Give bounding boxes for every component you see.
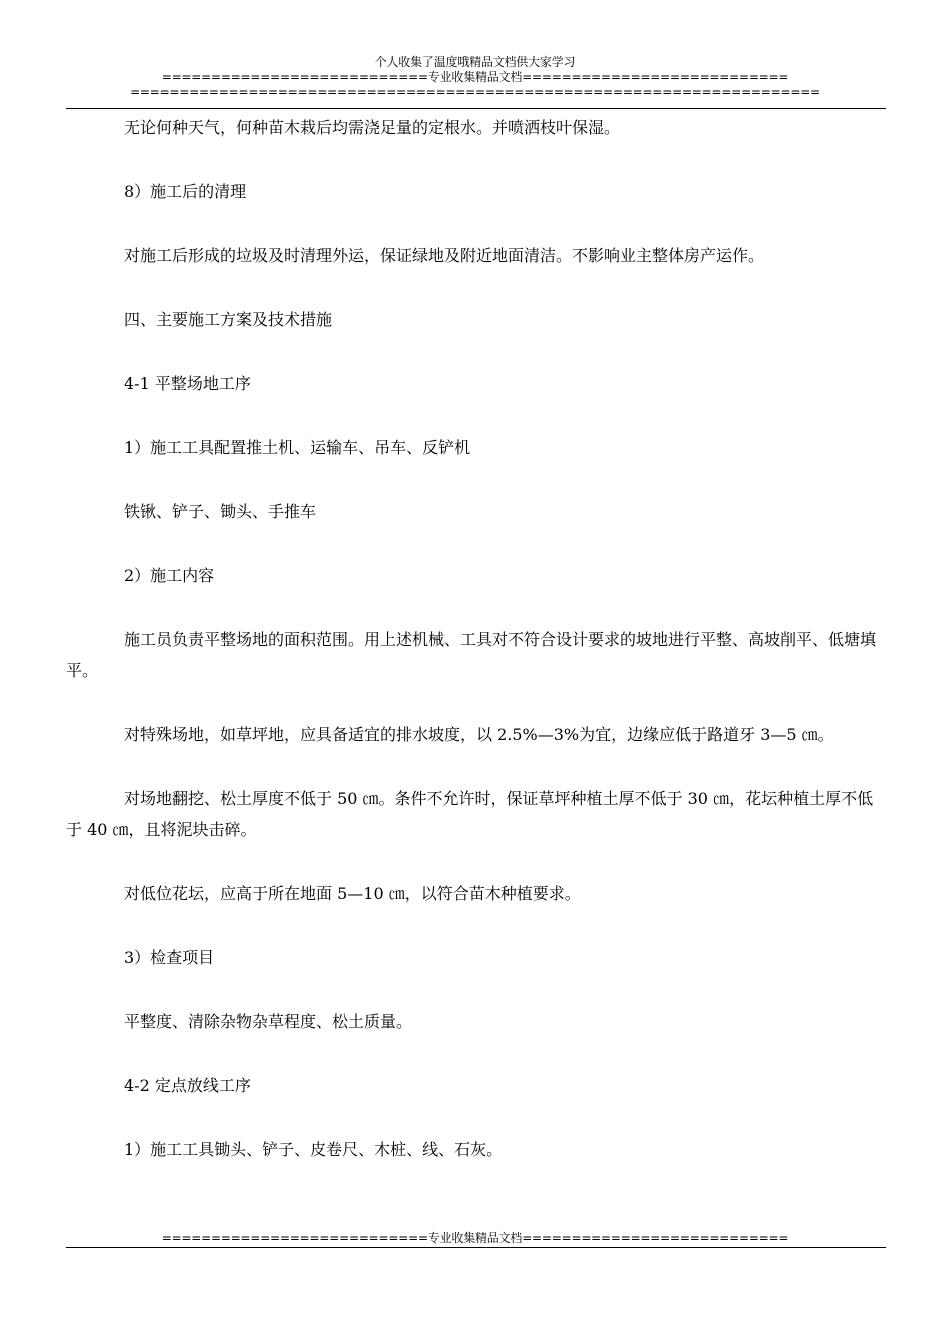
section-heading: 四、主要施工方案及技术措施	[124, 310, 333, 329]
section-heading: 8）施工后的清理	[124, 182, 247, 201]
header-rule	[66, 108, 886, 109]
paragraph: 对低位花坛，应高于所在地面 5—10 ㎝，以符合苗木种植要求。	[124, 884, 581, 903]
paragraph: 对场地翻挖、松土厚度不低于 50 ㎝。条件不允许时，保证草坪种植土厚不低于 30 ㎝，花坛种植土厚不低于 40 ㎝，且将泥块击碎。	[66, 789, 874, 839]
section-heading: 4-1 平整场地工序	[124, 374, 251, 393]
document-body	[66, 112, 886, 1165]
header-banner: ===========================专业收集精品文档===========================	[161, 70, 789, 84]
page-header	[0, 55, 950, 100]
header-divider: ======================================================================	[130, 85, 820, 99]
paragraph: 无论何种天气，何种苗木栽后均需浇足量的定根水。并喷洒枝叶保湿。	[124, 118, 621, 137]
paragraph: 对施工后形成的垃圾及时清理外运，保证绿地及附近地面清洁。不影响业主整体房产运作。	[124, 246, 765, 265]
section-heading: 2）施工内容	[124, 566, 215, 585]
footer-rule	[66, 1247, 886, 1248]
header-title: 个人收集了温度哦精品文档供大家学习	[374, 55, 576, 69]
footer-banner: ===========================专业收集精品文档===========================	[161, 1231, 789, 1245]
paragraph: 铁锹、铲子、锄头、手推车	[124, 502, 317, 521]
paragraph: 1）施工工具配置推土机、运输车、吊车、反铲机	[124, 438, 471, 457]
paragraph: 平整度、清除杂物杂草程度、松土质量。	[124, 1012, 413, 1031]
paragraph: 1）施工工具锄头、铲子、皮卷尺、木桩、线、石灰。	[124, 1140, 503, 1159]
section-heading: 3）检查项目	[124, 948, 215, 967]
paragraph: 施工员负责平整场地的面积范围。用上述机械、工具对不符合设计要求的坡地进行平整、高坡削平、低塘填平。	[66, 630, 877, 680]
section-heading: 4-2 定点放线工序	[124, 1076, 251, 1095]
paragraph: 对特殊场地，如草坪地，应具备适宜的排水坡度，以 2.5%—3%为宜，边缘应低于路道牙 3—5 ㎝。	[124, 725, 834, 744]
